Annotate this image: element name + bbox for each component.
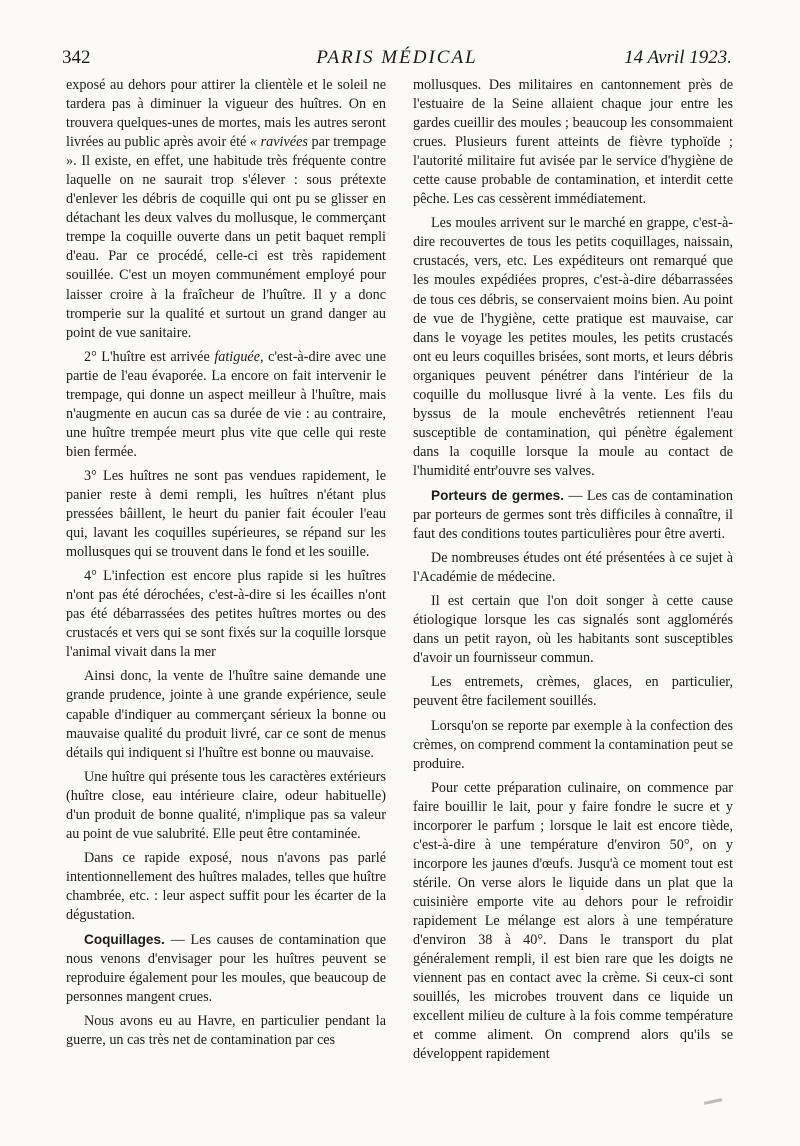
text-run: exposé au dehors pour attirer la clientèle et le soleil ne tardera pas à diminuer la vigueur des huîtres. On en trouvera quelques-unes de mortes, mais les autres seront livrées au public après avoir été: [66, 77, 386, 151]
paragraph: mollusques. Des militaires en cantonnement près de l'estuaire de la Seine allaient chaque jour entre les gardes cueillir des moules ; beaucoup les consommaient crues. Plusieurs furent atteints de fièvre typhoïde ; l'autorité militaire fut avisée par le service d'hygiène de cette cause probable de contamination, et interdit cette pêche. Les cas cessèrent immédiatement.: [413, 77, 733, 208]
page-number: 342: [62, 47, 91, 68]
paragraph: Il est certain que l'on doit songer à cette cause étiologique lorsque les cas signalés sont agglomérés dans un petit rayon, où les habitants sont susceptibles d'avoir un fournisseur commun.: [413, 593, 733, 667]
paragraph: [413, 486, 733, 544]
paragraph: Les moules arrivent sur le marché en grappe, c'est-à-dire recouvertes de tous les petits coquillages, naissain, crustacés, vers, etc. Les expéditeurs ont remarqué que les moules expédiées propres, c'est-à-dire débarrassées de tous ces débris, se conservaient moins bien. Au point de vue de l'hygiène, cette pratique est mauvaise, car dans le voyage les petites moules, les petits crustacés ont eu leurs coquilles brisées, sont morts, et leurs débris organiques peuvent pénétrer dans l'intérieur de la coquille du mollusque livré à la vente. Les fils du byssus de la moule enchevêtrés retiennent l'eau susceptible de contamination, qui pénètre également dans la coquille lorsque la moule au contact de l'humidité entr'ouvre ses valves.: [413, 215, 733, 479]
paragraph: [66, 348, 386, 462]
italic-run: fatiguée: [214, 348, 261, 365]
journal-title: PARIS MÉDICAL: [316, 47, 478, 68]
paragraph: 4° L'infection est encore plus rapide si les huîtres n'ont pas été dérochées, c'est-à-dire si les écailles n'ont pas été débarrassées des petites huîtres mortes ou des crustacés et vers qui se sont fixés sur la coquille lorsque l'animal vivait dans la mer: [66, 568, 386, 661]
text-run: par trempage ». Il existe, en effet, une habitude très fréquente contre laquelle on ne saurait trop s'élever : sous prétexte d'enlever les débris de coquille qui ont pu se glisser en détachant les deux valves du mollusque, le commerçant trempe la coquille ouverte dans un petit baquet rempli d'eau. Par ce procédé, celle-ci est très rapidement souillée. C'est un moyen communément employé pour laisser croire à la fraîcheur de l'huître. Il y a donc tromperie sur la qualité et surtout un grand danger au point de vue sanitaire.: [66, 134, 386, 341]
paragraph: Les entremets, crèmes, glaces, en particulier, peuvent être facilement souillés.: [413, 674, 733, 710]
paragraph: Dans ce rapide exposé, nous n'avons pas parlé intentionnellement des huîtres malades, telles que huître chambrée, etc. : leur aspect suffit pour les écarter de la dégustation.: [66, 849, 386, 923]
paragraph: [66, 76, 386, 343]
section-heading: Porteurs de germes.: [431, 487, 565, 503]
paragraph: 3° Les huîtres ne sont pas vendues rapidement, le panier reste à demi rempli, les huîtres n'étant plus pressées bâillent, le heurt du panier fait écouler l'eau qui, lavant les coquilles supérieures, se répand sur les mollusques qui se trouvent dans le fond et les souille.: [66, 467, 386, 561]
paragraph: [66, 930, 386, 1007]
paragraph: De nombreuses études ont été présentées à ce sujet à l'Académie de médecine.: [413, 550, 733, 586]
ink-mark: [704, 1098, 722, 1105]
text-run: — Les cas de contamination par porteurs de germes sont très difficiles à connaître, il faut des conditions toutes particulières pour être averti.: [413, 487, 733, 543]
text-run: 2° L'huître est arrivée: [84, 348, 210, 365]
paragraph: Pour cette préparation culinaire, on commence par faire bouillir le lait, pour y faire fondre le sucre et y incorporer le parfum ; lorsque le lait est encore tiède, c'est-à-dire à une température d'environ 50°, on y incorpore les jaunes d'œufs. Jusqu'à ce moment tout est stérile. On verse alors le liquide dans un plat que la cuisinière emporte vite au dehors pour le refroidir rapidement Le mélange est alors à une température d'environ 38 à 40°. Dans le transport du plat généralement rempli, il est bien rare que les doigts ne viennent pas en contact avec la crème. Si ceux-ci sont souillés, les microbes trouvent dans ce liquide un excellent milieu de culture à la fois comme température et comme aliment. On comprend alors qu'ils se développent rapidement: [413, 779, 733, 1063]
paragraph: Nous avons eu au Havre, en particulier pendant la guerre, un cas très net de contamination par ces: [66, 1013, 386, 1049]
text-run: — Les causes de contamination que nous venons d'envisager pour les huîtres peuvent se reproduire également pour les moules, que beaucoup de personnes mangent crues.: [66, 932, 387, 1006]
left-column: [66, 76, 386, 1052]
right-column: [413, 76, 733, 1066]
issue-date: 14 Avril 1923.: [624, 47, 732, 68]
italic-run: « ravivées: [249, 134, 308, 151]
running-header: [62, 44, 732, 72]
paragraph: Ainsi donc, la vente de l'huître saine demande une grande prudence, jointe à une grande expérience, seule capable d'indiquer au commerçant sérieux la bonne ou mauvaise qualité du produit livré, car ce sont de menus détails qui indiquent si l'huître est bonne ou mauvaise.: [66, 668, 386, 761]
text-run: , c'est-à-dire avec une partie de l'eau évaporée. La encore on fait intervenir le trempage, qui donne un aspect meilleur à l'huître, mais n'augmente en aucun cas sa durée de vie : au contraire, une huître trempée meurt plus vite que celle qui reste bien fermée.: [66, 348, 387, 460]
paragraph: Lorsqu'on se reporte par exemple à la confection des crèmes, on comprend comment la contamination peut se produire.: [413, 717, 733, 772]
section-heading: Coquillages.: [84, 932, 165, 948]
paragraph: Une huître qui présente tous les caractères extérieurs (huître close, eau intérieure claire, odeur habituelle) d'un produit de bonne qualité, n'implique pas sa valeur au point de vue salubrité. Elle peut être contaminée.: [66, 768, 386, 842]
